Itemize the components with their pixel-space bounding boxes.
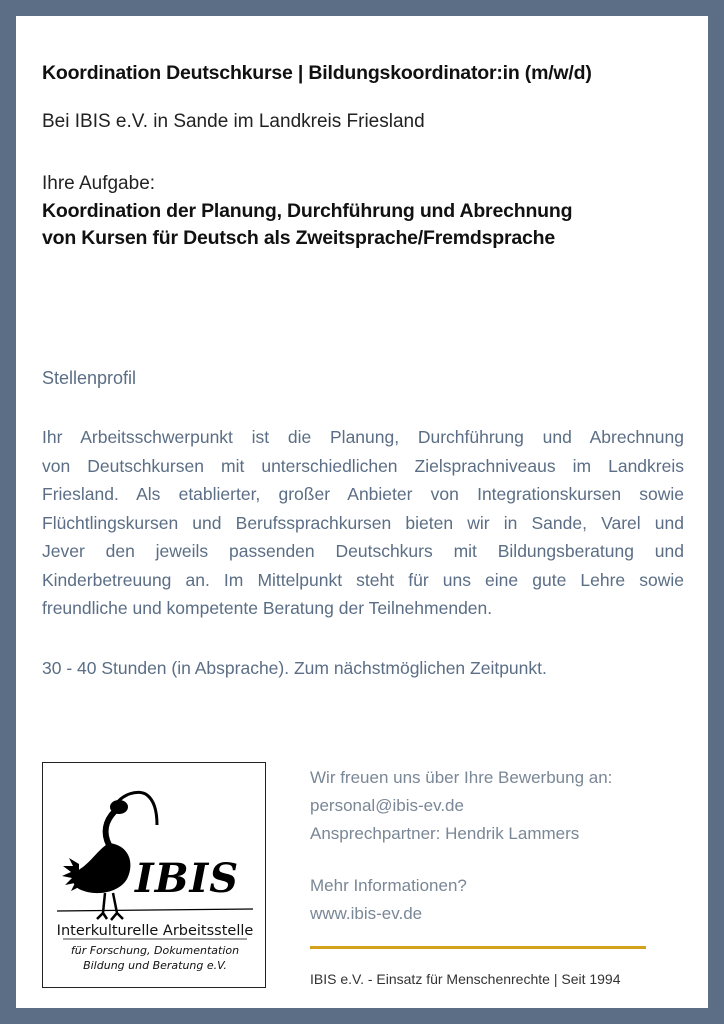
- profile-line: Friesland. Als etablierter, großer Anbieter von Integrationskursen sowie: [42, 484, 684, 504]
- apply-text: Wir freuen uns über Ihre Bewerbung an:: [310, 768, 613, 787]
- profile-line: Flüchtlingskursen und Berufssprachkursen bieten wir in Sande, Varel und: [42, 512, 684, 533]
- contact-person: Ansprechpartner: Hendrik Lammers: [310, 824, 580, 843]
- page-subtitle: Bei IBIS e.V. in Sande im Landkreis Friesland: [42, 111, 425, 132]
- logo-tagline-2: Bildung und Beratung e.V.: [83, 959, 227, 972]
- contact-block: [310, 764, 612, 928]
- profile-line: von Deutschkursen mit unterschiedlichen Zielsprachniveaus im Landkreis: [42, 455, 684, 476]
- profile-heading: Stellenprofil: [42, 368, 137, 388]
- working-hours: 30 - 40 Stunden (in Absprache). Zum nächstmöglichen Zeitpunkt.: [42, 658, 547, 678]
- logo-tagline-1: für Forschung, Dokumentation: [70, 944, 240, 957]
- more-info-text: Mehr Informationen?: [310, 876, 467, 895]
- profile-line: Kinderbetreuung an. Im Mittelpunkt steht für uns eine gute Lehre sowie: [42, 569, 684, 590]
- profile-line: Jever den jeweils passenden Deutschkurs mit Bildungsberatung und: [42, 541, 684, 561]
- email-link[interactable]: personal@ibis-ev.de: [310, 796, 464, 815]
- profile-line: freundliche und kompetente Beratung der Teilnehmenden.: [42, 598, 493, 618]
- job-posting-sheet: [16, 16, 708, 1008]
- profile-text: [42, 423, 684, 623]
- logo-wordmark: IBIS: [135, 855, 240, 902]
- spacer: [310, 848, 612, 872]
- profile-line: Ihr Arbeitsschwerpunkt ist die Planung, Durchführung und Abrechnung: [42, 427, 684, 447]
- ibis-logo: [42, 762, 266, 988]
- accent-divider: [310, 946, 646, 949]
- page-title: Koordination Deutschkurse | Bildungskoordinator:in (m/w/d): [42, 62, 592, 84]
- footer-tagline: IBIS e.V. - Einsatz für Menschenrechte | Seit 1994: [310, 971, 621, 987]
- task-line: Koordination der Planung, Durchführung und Abrechnung: [42, 200, 573, 222]
- task-intro: Ihre Aufgabe:: [42, 173, 156, 194]
- website-link[interactable]: www.ibis-ev.de: [310, 904, 423, 923]
- logo-org-name: Interkulturelle Arbeitsstelle: [56, 923, 254, 939]
- task-detail: [42, 198, 682, 252]
- task-line: von Kursen für Deutsch als Zweitsprache/Fremdsprache: [42, 227, 556, 249]
